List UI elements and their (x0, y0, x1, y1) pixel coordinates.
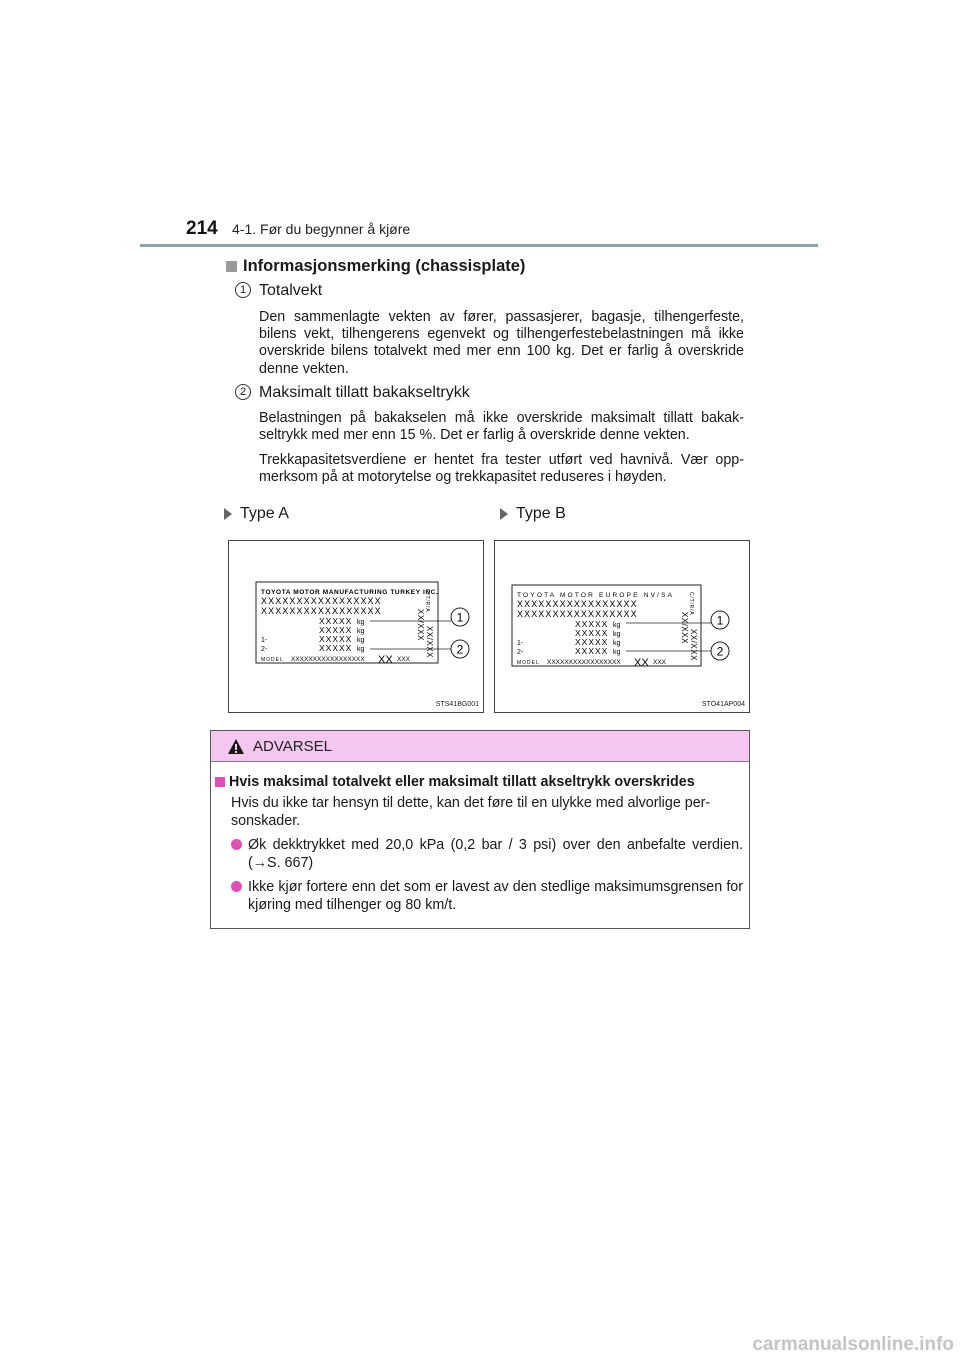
plate-unit: kg (357, 637, 365, 644)
warning-triangle-icon (227, 738, 245, 755)
plate-model-value: XXXXXXXXXXXXXXXXX (291, 656, 365, 663)
plate-vin: XXXXXXXXXXXXXXXXX (261, 606, 382, 616)
triangle-bullet-icon (500, 508, 508, 520)
chassis-plate-illustration (229, 541, 483, 712)
figure-type-b (494, 540, 750, 713)
plate-axle-1: 1- (517, 640, 524, 647)
plate-unit: kg (613, 640, 621, 647)
item-number-circle: 1 (235, 282, 251, 298)
plate-model-value: XXXXXXXXXXXXXXXXX (547, 659, 621, 666)
item-description: Belastningen på bakakselen må ikke overskride maksimalt tillatt bakak-seltrykk med mer enn 15 %. Det er farlig å overskride denne vekten. (259, 410, 744, 444)
warning-bullet (231, 878, 743, 914)
plate-side-letters: C/T/R/A (424, 589, 430, 613)
plate-vin: XXXXXXXXXXXXXXXXX (261, 596, 382, 606)
plate-axle-1: 1- (261, 637, 268, 644)
plate-header: TOYOTA MOTOR MANUFACTURING TURKEY INC. (261, 589, 439, 596)
plate-weight: XXXXX (575, 637, 609, 647)
section-title-text: Informasjonsmerking (chassisplate) (243, 257, 526, 275)
plate-model-xx: XX (634, 657, 649, 669)
plate-weight: XXXXX (319, 634, 353, 644)
plate-axle-2: 2- (517, 649, 524, 656)
callout-1: 1 (716, 613, 724, 628)
warning-bullet-text: Ikke kjør fortere enn det som er lavest av den stedlige maksimumsgrensen for kjøring med tilhenger og 80 km/t. (248, 879, 743, 913)
callout-2: 2 (456, 642, 464, 657)
plate-header: TOYOTA MOTOR EUROPE NV/SA (517, 592, 675, 599)
callout-1: 1 (456, 610, 464, 625)
warning-subtitle (215, 774, 743, 790)
plate-side-values: XX/XXX (416, 609, 425, 641)
plate-weight: XXXXX (575, 628, 609, 638)
plate-side-values: XX/XXX (689, 629, 698, 661)
item-title: Maksimalt tillatt bakakseltrykk (259, 384, 470, 401)
item-description-note: Trekkapasitetsverdiene er hentet fra tester utført ved havnivå. Vær opp-merksom på at motorytelse og trekkapasitet reduseres i høyden. (259, 452, 744, 486)
figure-type-a (228, 540, 484, 713)
square-bullet-icon (215, 777, 225, 787)
plate-side-values: XX/XXX (680, 612, 689, 644)
plate-model-xxx: XXX (653, 659, 667, 666)
plate-model-label: MODEL (261, 657, 284, 663)
warning-bullet-text: Øk dekktrykket med 20,0 kPa (0,2 bar / 3 psi) over den anbefalte verdien. (→S. 667) (248, 837, 743, 871)
square-bullet-icon (226, 261, 237, 272)
item-number-circle: 2 (235, 384, 251, 400)
warning-text: Hvis du ikke tar hensyn til dette, kan det føre til en ulykke med alvorlige per-sonskader. (231, 795, 711, 829)
plate-model-xxx: XXX (397, 656, 411, 663)
plate-unit: kg (613, 631, 621, 638)
item-title: Totalvekt (259, 282, 323, 299)
circle-bullet-icon (231, 839, 242, 850)
item-description: Den sammenlagte vekten av fører, passasjerer, bagasje, tilhengerfeste, bilens vekt, tilhengerens egenvekt og tilhengerfestebelastningen må ikke overskride bilens totalvekt med mer enn 100 kg. Det er farlig å overskride denne vekten. (259, 309, 744, 377)
plate-unit: kg (357, 628, 365, 635)
plate-unit: kg (613, 649, 621, 656)
plate-weight: XXXXX (575, 646, 609, 656)
plate-side-letters: C/T/R/A (688, 592, 694, 616)
section-title (226, 257, 525, 276)
warning-header (211, 731, 749, 762)
header-rule (140, 244, 818, 247)
chapter-title: 4-1. Før du begynner å kjøre (232, 221, 411, 237)
plate-unit: kg (357, 646, 365, 653)
figure-code: STO41AP004 (701, 701, 745, 708)
circle-bullet-icon (231, 881, 242, 892)
plate-unit: kg (357, 619, 365, 626)
plate-vin: XXXXXXXXXXXXXXXXX (517, 599, 638, 609)
triangle-bullet-icon (224, 508, 232, 520)
watermark: carmanualsonline.info (752, 1334, 954, 1355)
type-b-text: Type B (516, 505, 566, 522)
chassis-plate-illustration (495, 541, 749, 712)
page-number: 214 (186, 218, 218, 239)
warning-bullet (231, 836, 743, 872)
callout-2: 2 (716, 644, 724, 659)
plate-weight: XXXXX (319, 625, 353, 635)
type-a-text: Type A (240, 505, 289, 522)
warning-body (211, 762, 749, 914)
plate-model-label: MODEL (517, 660, 540, 666)
warning-subtitle-text: Hvis maksimal totalvekt eller maksimalt tillatt akseltrykk overskrides (229, 774, 695, 790)
plate-weight: XXXXX (319, 616, 353, 626)
plate-vin: XXXXXXXXXXXXXXXXX (517, 609, 638, 619)
figure-code: STS41BG001 (435, 701, 479, 708)
warning-box (210, 730, 750, 929)
plate-unit: kg (613, 622, 621, 629)
plate-side-values: XX/XXX (425, 626, 434, 658)
warning-title: ADVARSEL (253, 737, 332, 755)
plate-axle-2: 2- (261, 646, 268, 653)
type-a-label (224, 505, 289, 523)
type-b-label (500, 505, 566, 523)
plate-weight: XXXXX (319, 643, 353, 653)
plate-model-xx: XX (378, 654, 393, 666)
plate-weight: XXXXX (575, 619, 609, 629)
